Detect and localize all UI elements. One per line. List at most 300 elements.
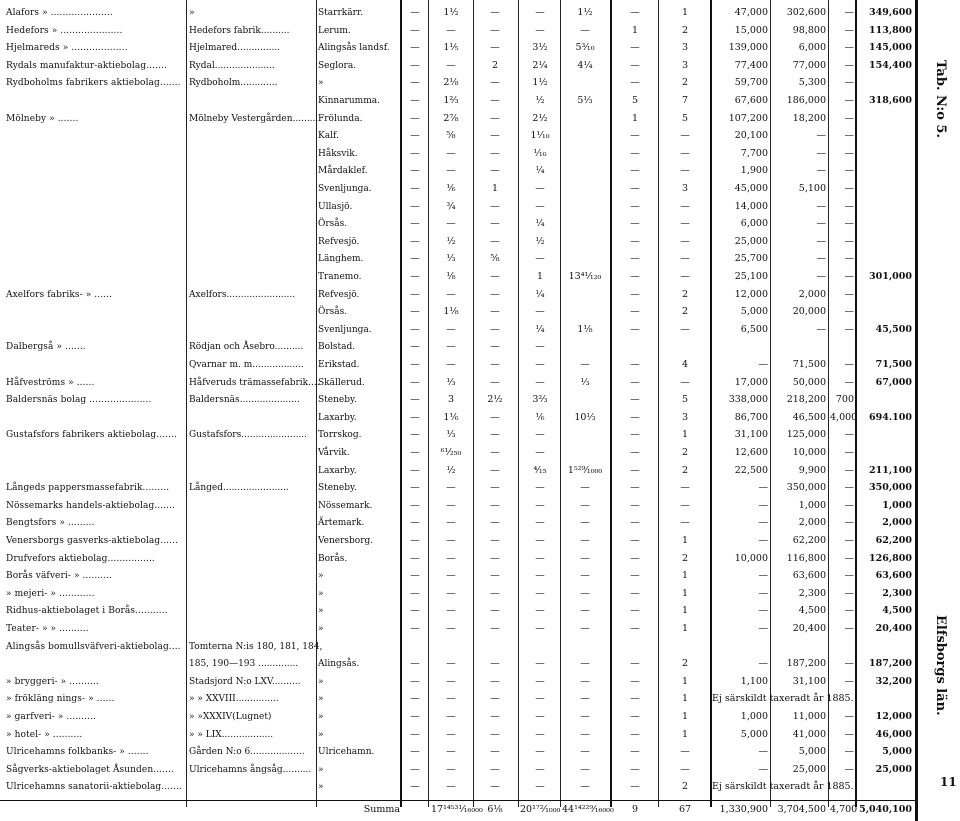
cell-tot: 318,600 [869,95,912,106]
cell-f3: — [490,323,500,335]
cell-v2: 25,000 [792,763,826,775]
cell-f1: — [410,183,420,194]
cell-v2: 5,300 [798,77,826,89]
cell-f1: — [410,746,420,758]
table-row [0,215,918,233]
cell-v3: — [844,24,854,36]
cell-f5: ⅓ [580,376,590,388]
cell-f3: ⅝ [490,253,500,265]
cell-f7: 2 [681,781,689,793]
cell-f3: — [490,411,500,423]
cell-f3: — [490,535,500,546]
cell-v3: — [844,147,854,159]
cell-f7: 4 [681,359,689,370]
cell-v1: 25,000 [734,235,768,247]
cell-f7: 2 [681,24,689,36]
cell-v1: 6,500 [740,323,768,335]
cell-f4: — [535,728,545,740]
cell-f2: — [446,147,456,159]
table-number-label: Tab. N:o 5. [933,60,948,138]
cell-f7: — [680,200,690,212]
cell-v2: 50,000 [792,376,826,388]
table-row [0,708,918,726]
cell-v3: — [844,376,854,388]
cell-f4: ½ [535,95,545,106]
cell-f4: — [535,711,545,722]
cell-parish: Skällerud. [318,377,365,388]
cell-f6: — [630,130,640,142]
cell-f5: — [580,482,590,494]
cell-f2: 1⅛ [443,306,459,318]
summary-f6: 9 [631,804,639,815]
cell-tot: 126,800 [869,552,912,564]
cell-f7: — [680,517,690,529]
cell-f4: ⅒ [533,147,547,159]
cell-parish: Vårvik. [318,448,350,458]
cell-f6: 1 [631,112,639,124]
page-number: 11 [940,775,957,789]
cell-f4: — [535,517,545,529]
cell-f1: — [410,711,420,722]
cell-v2: — [816,218,826,230]
cell-f1: — [410,394,420,406]
cell-v1: — [758,570,768,582]
cell-f6: — [630,658,640,670]
cell-f4: — [535,746,545,758]
cell-f1: — [410,411,420,423]
cell-v1: 22,500 [734,464,768,476]
cell-f4: — [535,570,545,582]
cell-parish: » [318,764,324,775]
cell-v2: — [816,200,826,212]
cell-v3: — [844,235,854,247]
cell-f3: — [490,763,500,775]
cell-f2: — [446,605,456,617]
cell-f7: — [680,253,690,265]
cell-f2: — [446,711,456,722]
cell-f4: — [535,253,545,265]
cell-f1: — [410,77,420,89]
cell-tot: 211,100 [869,464,912,476]
cell-f7: 1 [681,675,689,687]
cell-v2: — [816,147,826,159]
cell-v2: 302,600 [786,7,826,18]
cell-f3: — [490,376,500,388]
cell-parish: Ärtemark. [318,518,365,529]
cell-v2: 11,000 [792,711,826,722]
cell-f3: — [490,711,500,722]
cell-v1: — [758,623,768,634]
cell-v2: — [816,165,826,177]
cell-v3: — [844,605,854,617]
cell-v1: 17,000 [734,376,768,388]
cell-v3: — [844,306,854,318]
cell-f3: — [490,24,500,36]
cell-v3: — [844,183,854,194]
summary-v3: 4,700 [830,804,858,815]
table-row [0,409,918,427]
cell-v3: — [844,482,854,494]
cell-f4: — [535,183,545,194]
cell-f7: 3 [681,42,689,54]
cell-f3: 2 [491,59,499,71]
cell-place: Gården N:o 6................... [189,747,305,758]
cell-f6: — [630,693,640,705]
cell-tot: 5,000 [882,746,912,758]
cell-f2: — [446,535,456,546]
cell-v3: — [844,728,854,740]
cell-f2: — [446,218,456,230]
summary-f5: 44¹⁴²²⁹⁄₁₆₀₀₀ [562,804,614,815]
cell-parish: Alingsås. [318,659,360,670]
cell-f2: — [446,693,456,705]
cell-tot: 63,600 [875,570,912,582]
cell-f5: — [580,728,590,740]
cell-parish: » [318,624,324,634]
table-row [0,233,918,251]
cell-v2: — [816,235,826,247]
cell-f4: ¼ [535,218,545,230]
cell-owner: Venersborgs gasverks-aktiebolag...... [6,536,179,546]
cell-f4: — [535,482,545,494]
cell-place: Rödjan och Åsebro.......... [189,342,304,353]
cell-f4: — [535,781,545,793]
cell-f5: 1⁵²⁹⁄₁₀₀₀ [567,464,603,476]
cell-f6: — [630,728,640,740]
table-row [0,497,918,515]
summary-f7: 67 [678,804,692,815]
cell-f3: — [490,200,500,212]
cell-v2: 2,300 [798,587,826,599]
cell-f4: — [535,341,545,353]
table-row [0,338,918,356]
cell-f7: 1 [681,623,689,634]
table-row [0,726,918,744]
table-row [0,638,918,656]
cell-place: Ulricehamns ångsåg.......... [189,764,312,775]
cell-f3: — [490,288,500,300]
cell-v1: 12,000 [734,288,768,300]
cell-place: Rydboholm............. [189,78,278,89]
cell-place: Qvarnar m. m.................. [189,360,304,370]
cell-f3: 1 [491,183,499,194]
summary-f3: 6⅛ [487,804,503,815]
cell-f6: — [630,447,640,458]
cell-parish: Ulricehamn. [318,747,375,758]
cell-f6: — [630,429,640,441]
cell-f6: — [630,570,640,582]
cell-v1: — [758,605,768,617]
table-row [0,690,918,708]
cell-f2: — [446,746,456,758]
table-row [0,444,918,462]
cell-parish: Frölunda. [318,113,363,124]
cell-v3: — [844,675,854,687]
cell-f4: — [535,623,545,634]
cell-v2: 186,000 [786,95,826,106]
cell-f1: — [410,7,420,18]
cell-parish: Steneby. [318,483,357,494]
cell-f1: — [410,482,420,494]
cell-f7: 3 [681,183,689,194]
cell-f3: — [490,693,500,705]
cell-v3: — [844,323,854,335]
cell-f3: — [490,112,500,124]
cell-v2: 46,500 [792,411,826,423]
cell-f4: 2½ [532,112,548,124]
cell-v1: 20,100 [734,130,768,142]
cell-f7: — [680,376,690,388]
cell-f4: 3⅔ [532,394,548,406]
cell-owner: Långeds pappersmassefabrik......... [6,483,170,494]
cell-f5: 4¼ [577,59,593,71]
cell-f2: — [446,359,456,370]
cell-v3: — [844,429,854,441]
cell-tot: 694.100 [869,411,912,423]
cell-f4: — [535,658,545,670]
cell-v2: 5,000 [798,746,826,758]
cell-v2: 77,000 [792,59,826,71]
cell-v3: — [844,112,854,124]
cell-tot: 62,200 [875,535,912,546]
cell-f2: — [446,728,456,740]
table-row [0,22,918,40]
cell-v1: 6,000 [740,218,768,230]
cell-v2: — [816,323,826,335]
cell-f3: — [490,271,500,282]
cell-f1: — [410,341,420,353]
cell-tot: 113,800 [869,24,912,36]
cell-f6: — [630,183,640,194]
cell-f7: 2 [681,77,689,89]
cell-parish: Laxarby. [318,465,357,476]
cell-f4: 3½ [532,42,548,54]
cell-v3: 4,000 [830,411,858,423]
cell-v1: — [758,535,768,546]
table-row [0,92,918,110]
cell-tot: 71,500 [875,359,912,370]
cell-owner: Hjelmareds » ................... [6,43,128,54]
cell-place: » » LIX.................. [189,729,274,740]
cell-f5: — [580,763,590,775]
cell-f2: 1½ [443,7,459,18]
cell-v1: Ej särskildt taxeradt år 1885. [712,781,854,793]
cell-f6: — [630,59,640,71]
cell-f7: — [680,130,690,142]
cell-place: Hjelmared............... [189,43,281,54]
cell-f7: 1 [681,535,689,546]
cell-f6: — [630,552,640,564]
cell-v2: 350,000 [786,482,826,494]
cell-v1: 1,900 [740,165,768,177]
cell-parish: Venersborg. [318,536,374,546]
cell-f7: 1 [681,711,689,722]
cell-f2: — [446,341,456,353]
cell-parish: Alingsås landsf. [318,43,390,54]
table-row [0,286,918,304]
cell-owner: Rydals manufaktur-aktiebolag....... [6,60,167,71]
cell-parish: » [318,78,324,89]
cell-f2: — [446,24,456,36]
cell-parish: Lerum. [318,25,351,36]
cell-f1: — [410,605,420,617]
cell-f5: — [580,711,590,722]
cell-parish: Erikstad. [318,360,360,370]
cell-f2: ⅝ [446,130,456,142]
cell-parish: Tranemo. [318,272,362,282]
cell-f6: — [630,271,640,282]
cell-v3: — [844,464,854,476]
cell-f4: 1½ [532,77,548,89]
cell-place: Långed....................... [189,483,289,494]
cell-f1: — [410,781,420,793]
cell-f1: — [410,447,420,458]
cell-f1: — [410,165,420,177]
cell-parish: Laxarby. [318,412,357,423]
cell-f7: — [680,235,690,247]
cell-f7: — [680,165,690,177]
cell-f1: — [410,306,420,318]
cell-owner: Rydboholms fabrikers aktiebolag....... [6,78,181,89]
cell-f7: — [680,746,690,758]
cell-v1: — [758,359,768,370]
cell-f2: — [446,165,456,177]
cell-parish: Kinnarumma. [318,96,380,106]
cell-f6: — [630,42,640,54]
cell-f7: — [680,218,690,230]
cell-v2: 31,100 [792,675,826,687]
cell-parish: Refvesjö. [318,289,360,300]
cell-owner: Håfveströms » ...... [6,377,95,388]
cell-v2: 71,500 [792,359,826,370]
cell-f5: — [580,675,590,687]
cell-f5: — [580,570,590,582]
cell-tot: 350,000 [869,482,912,494]
cell-v1: 31,100 [734,429,768,441]
cell-f6: — [630,77,640,89]
cell-tot: 301,000 [869,271,912,282]
cell-parish: Örsås. [318,307,348,318]
cell-f7: — [680,271,690,282]
cell-f6: — [630,147,640,159]
table-row [0,620,918,638]
summary-v2: 3,704,500 [777,804,826,815]
cell-f7: — [680,323,690,335]
cell-f2: ½ [446,235,456,247]
cell-f7: 1 [681,587,689,599]
table-row [0,391,918,409]
cell-f6: — [630,411,640,423]
cell-owner: Baldersnäs bolag ..................... [6,395,152,406]
cell-parish: » [318,729,324,740]
cell-f4: — [535,7,545,18]
cell-f6: — [630,7,640,18]
cell-f4: — [535,24,545,36]
cell-f6: 5 [631,95,639,106]
cell-f5: 5³⁄₁₀ [575,42,595,54]
cell-v3: — [844,288,854,300]
cell-f1: — [410,552,420,564]
cell-f7: 1 [681,570,689,582]
cell-f7: 3 [681,411,689,423]
cell-v1: — [758,517,768,529]
cell-f4: — [535,447,545,458]
table-row [0,356,918,374]
table-row [0,110,918,128]
cell-f1: — [410,675,420,687]
cell-v2: 2,000 [798,517,826,529]
cell-parish: » [318,588,324,599]
cell-f3: — [490,235,500,247]
cell-f6: — [630,464,640,476]
cell-v1: 77,400 [734,59,768,71]
cell-f7: — [680,763,690,775]
cell-place: 185, 190—193 .............. [189,659,299,670]
cell-f6: 1 [631,24,639,36]
cell-tot: 2,000 [882,517,912,529]
cell-v2: 6,000 [798,42,826,54]
cell-parish: Bolstad. [318,342,356,353]
cell-f3: — [490,746,500,758]
cell-f4: 2¼ [532,59,548,71]
cell-f3: — [490,447,500,458]
cell-f2: — [446,623,456,634]
cell-f4: — [535,675,545,687]
cell-parish: » [318,571,324,582]
cell-f6: — [630,587,640,599]
cell-f3: — [490,658,500,670]
cell-f4: — [535,376,545,388]
cell-parish: Seglora. [318,60,357,71]
cell-f5: — [580,552,590,564]
cell-place: Hedefors fabrik.......... [189,25,290,36]
cell-f1: — [410,218,420,230]
cell-f3: — [490,623,500,634]
cell-v2: — [816,271,826,282]
cell-v3: — [844,130,854,142]
cell-f6: — [630,376,640,388]
cell-owner: Borås väfveri- » .......... [6,571,113,582]
cell-f5: 13⁴¹⁄₁₂₀ [568,271,602,282]
table-row [0,145,918,163]
cell-f3: — [490,165,500,177]
summary-label: Summa [363,804,400,815]
cell-tot: 1,000 [882,499,912,511]
cell-f3: — [490,728,500,740]
cell-v3: — [844,535,854,546]
cell-v3: — [844,77,854,89]
cell-v3: — [844,253,854,265]
cell-f6: — [630,746,640,758]
cell-f2: — [446,552,456,564]
cell-f2: — [446,781,456,793]
cell-f1: — [410,271,420,282]
cell-f7: 1 [681,605,689,617]
table-row [0,585,918,603]
table-row [0,462,918,480]
cell-f4: — [535,763,545,775]
table-row [0,374,918,392]
cell-f6: — [630,359,640,370]
cell-v3: — [844,623,854,634]
cell-f5: — [580,605,590,617]
table-row [0,479,918,497]
cell-f5: — [580,781,590,793]
table-row [0,180,918,198]
cell-f3: — [490,130,500,142]
table-row [0,39,918,57]
summary-v1: 1,330,900 [719,804,768,815]
